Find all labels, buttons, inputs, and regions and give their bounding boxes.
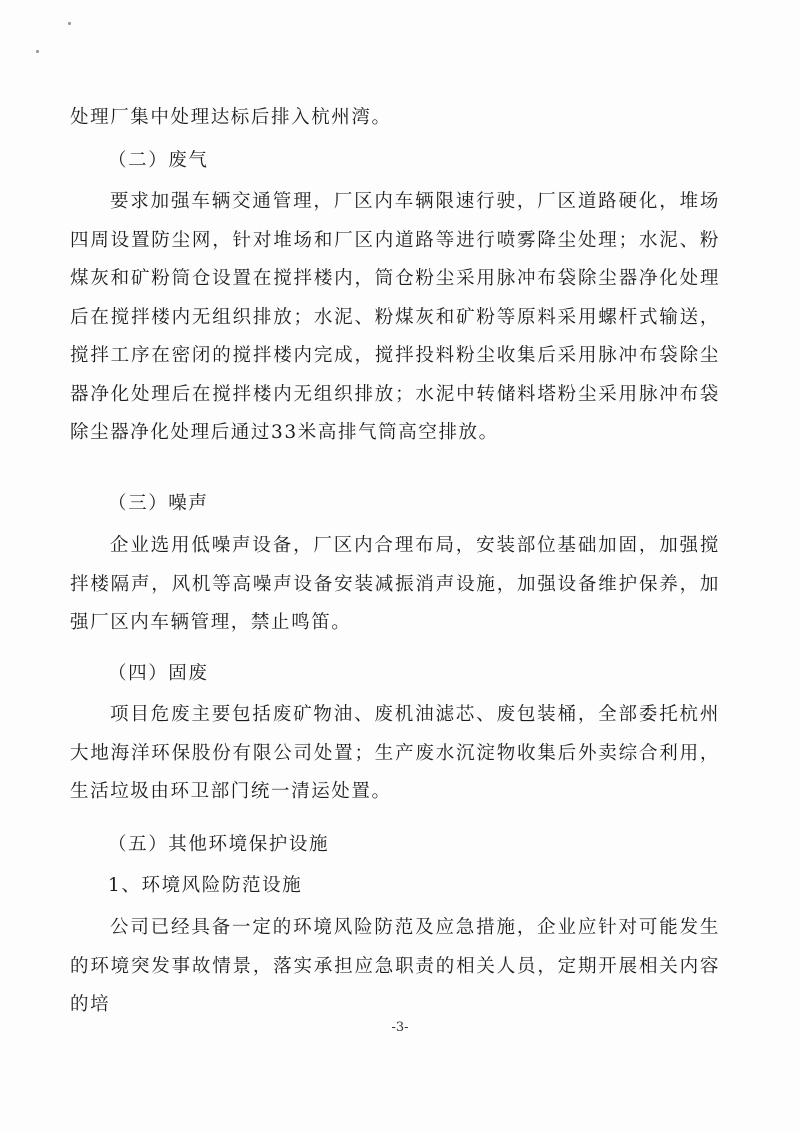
page-number: -3-: [391, 1020, 409, 1035]
subsection-heading-risk-prevention: 1、环境风险防范设施: [108, 875, 303, 896]
section-body-risk-prevention: 公司已经具备一定的环境风险防范及应急措施，企业应针对可能发生的环境突发事故情景，落实承担应急职责的相关人员，定期开展相关内容的培: [70, 917, 720, 1015]
section-heading-other-protection: （五）其他环境保护设施: [108, 834, 330, 855]
section-heading-noise: （三）噪声: [108, 493, 209, 514]
section-body-exhaust-gas: 要求加强车辆交通管理，厂区内车辆限速行驶，厂区道路硬化，堆场四周设置防尘网，针对堆场和厂区内道路等进行喷雾降尘处理；水泥、粉煤灰和矿粉筒仓设置在搅拌楼内，筒仓粉尘采用脉冲布袋除尘器净化处理后在搅拌楼内无组织排放；水泥、粉煤灰和矿粉等原料采用螺杆式输送，搅拌工序在密闭的搅拌楼内完成，搅拌投料粉尘收集后采用脉冲布袋除尘器净化处理后在搅拌楼内无组织排放；水泥中转储料塔粉尘采用脉冲布袋除尘器净化处理后通过33米高排气筒高空排放。: [70, 191, 720, 443]
section-heading-solid-waste: （四）固废: [108, 663, 209, 684]
section-body-noise: 企业选用低噪声设备，厂区内合理布局，安装部位基础加固，加强搅拌楼隔声，风机等高噪声设备安装减振消声设施，加强设备维护保养，加强厂区内车辆管理，禁止鸣笛。: [70, 535, 720, 633]
section-heading-exhaust-gas: （二）废气: [108, 150, 209, 171]
scan-speck: [36, 50, 39, 53]
continuation-text: 处理厂集中处理达标后排入杭州湾。: [70, 107, 392, 128]
section-body-solid-waste: 项目危废主要包括废矿物油、废机油滤芯、废包装桶，全部委托杭州大地海洋环保股份有限公司处置；生产废水沉淀物收集后外卖综合利用，生活垃圾由环卫部门统一清运处置。: [70, 704, 720, 802]
scan-speck: [68, 22, 71, 25]
